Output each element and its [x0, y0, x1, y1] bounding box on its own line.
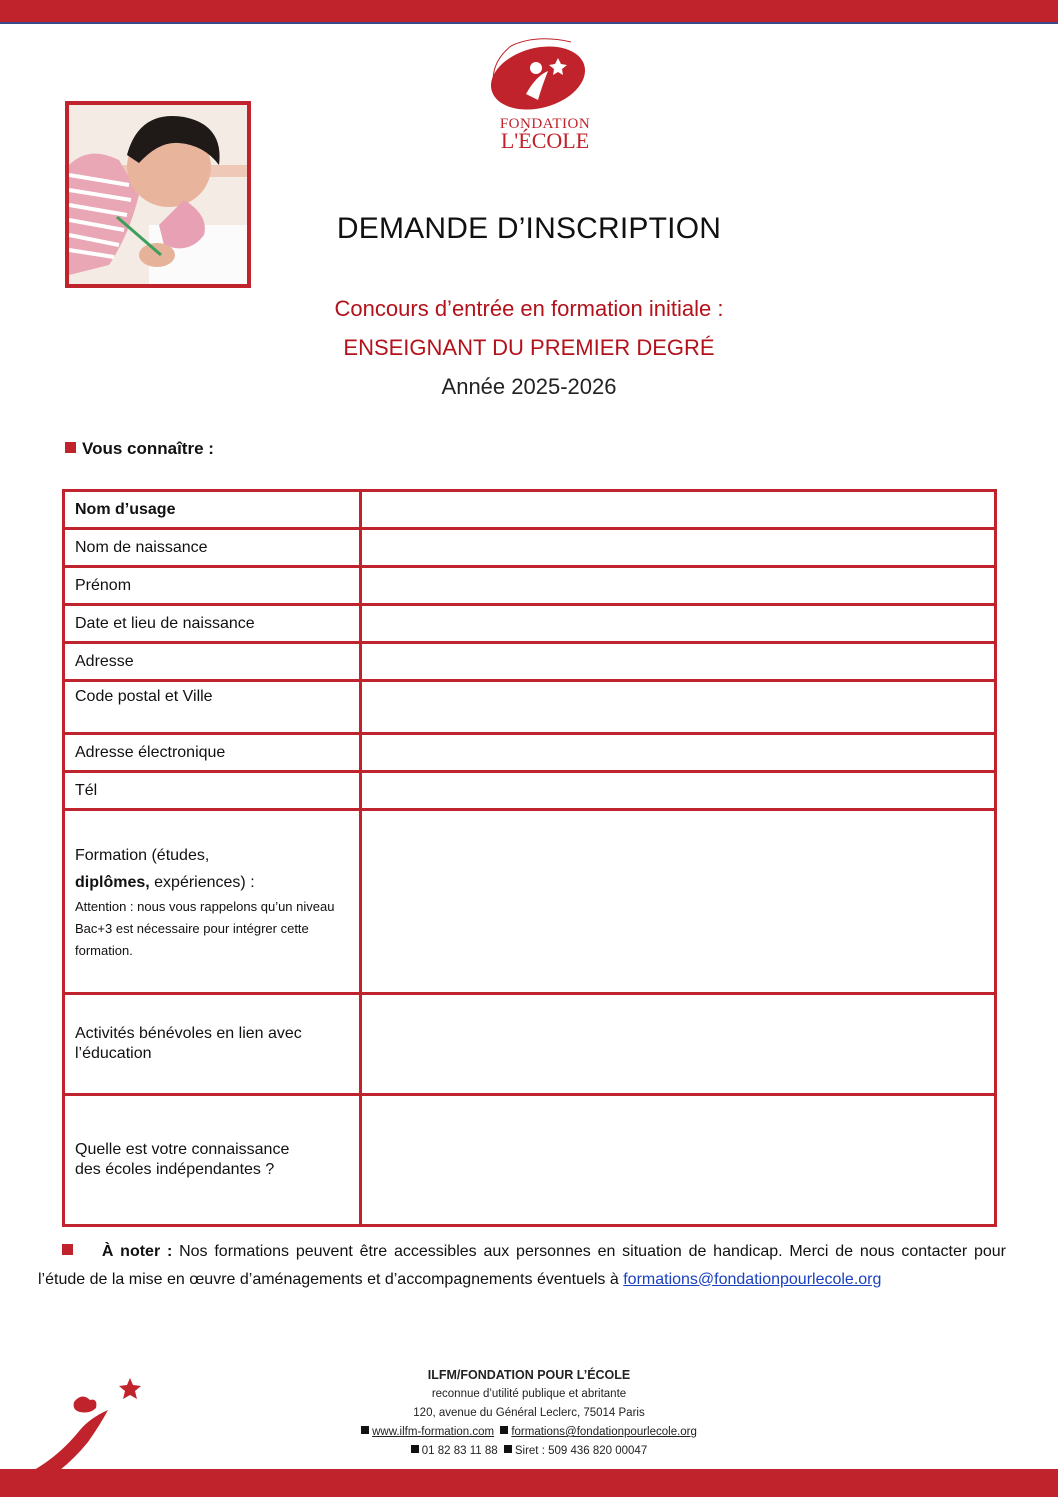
field-label-code-postal-ville: Code postal et Ville	[64, 681, 361, 734]
field-input-activites-benevoles[interactable]	[361, 994, 996, 1095]
form-row	[64, 1095, 996, 1226]
footer-status: reconnue d’utilité publique et abritante	[431, 1388, 627, 1400]
field-label-prenom: Prénom	[64, 567, 361, 605]
bullet-square-icon	[361, 1426, 369, 1434]
subtitle-degree: ENSEIGNANT DU PREMIER DEGRÉ	[343, 335, 715, 360]
footer-phone: 01 82 83 11 88	[421, 1445, 498, 1457]
field-label-nom-naissance: Nom de naissance	[64, 529, 361, 567]
field-label-formation	[64, 810, 361, 994]
subtitle-concours: Concours d’entrée en formation initiale :	[334, 296, 724, 321]
subtitle-year: Année 2025-2026	[441, 374, 617, 399]
page-title: DEMANDE D’INSCRIPTION	[336, 212, 722, 245]
note-label: À noter :	[101, 1243, 173, 1260]
field-input-email[interactable]	[361, 734, 996, 772]
field-input-date-lieu-naissance[interactable]	[361, 605, 996, 643]
field-label-tel: Tél	[64, 772, 361, 810]
field-input-prenom[interactable]	[361, 567, 996, 605]
field-input-tel[interactable]	[361, 772, 996, 810]
formation-label-part2: expériences) :	[154, 873, 255, 891]
field-input-ecoles-independantes[interactable]	[361, 1095, 996, 1226]
bullet-square-icon	[504, 1445, 512, 1453]
form-row	[64, 810, 996, 994]
field-label-adresse: Adresse	[64, 643, 361, 681]
bullet-square-icon	[411, 1445, 419, 1453]
footer-address: 120, avenue du Général Leclerc, 75014 Paris	[413, 1407, 645, 1419]
formation-label-bold: diplômes,	[75, 873, 150, 891]
form-row	[64, 605, 996, 643]
form-row	[64, 529, 996, 567]
formation-label-part1: Formation (études,	[75, 846, 210, 864]
logo-wordmark-top: FONDATION	[499, 116, 591, 132]
field-input-code-postal-ville[interactable]	[361, 681, 996, 734]
field-label-activites-benevoles: Activités bénévoles en lien avec l’éducation	[64, 994, 361, 1095]
field-label-date-lieu-naissance: Date et lieu de naissance	[64, 605, 361, 643]
form-row	[64, 643, 996, 681]
field-input-adresse[interactable]	[361, 643, 996, 681]
child-writing-photo	[65, 101, 251, 288]
field-input-nom-usage[interactable]	[361, 491, 996, 529]
form-row	[64, 567, 996, 605]
footer-links	[0, 1423, 1058, 1442]
page-footer	[0, 1366, 1058, 1461]
bullet-square-icon	[65, 442, 76, 453]
footer-contact	[0, 1442, 1058, 1461]
field-label-email: Adresse électronique	[64, 734, 361, 772]
field-input-formation[interactable]	[361, 810, 996, 994]
field-label-nom-usage: Nom d’usage	[64, 491, 361, 529]
section-heading-text: Vous connaître :	[82, 439, 214, 458]
footer-email-link[interactable]: formations@fondationpourlecole.org	[511, 1426, 697, 1438]
accessibility-note	[38, 1238, 1006, 1293]
footer-website-link[interactable]: www.ilfm-formation.com	[372, 1426, 495, 1438]
form-row	[64, 681, 996, 734]
bottom-bar	[0, 1469, 1058, 1497]
form-row	[64, 772, 996, 810]
top-bar	[0, 0, 1058, 24]
logo-wordmark-bottom: L'ÉCOLE	[500, 128, 590, 153]
form-row	[64, 491, 996, 529]
field-input-nom-naissance[interactable]	[361, 529, 996, 567]
bullet-square-icon	[500, 1426, 508, 1434]
footer-org: ILFM/FONDATION POUR L’ÉCOLE	[427, 1368, 631, 1382]
form-row	[64, 734, 996, 772]
note-email-link[interactable]: formations@fondationpourlecole.org	[623, 1270, 882, 1288]
form-row	[64, 994, 996, 1095]
note-text: Nos formations peuvent être accessibles aux personnes en situation de handicap. Merci de nous contacter pour l’étude de la mise en œuvre d’aménagements et d’accompagnements éventuels à	[38, 1243, 1006, 1288]
field-label-ecoles-independantes: Quelle est votre connaissance des écoles indépendantes ?	[64, 1095, 361, 1226]
formation-attention-note: Attention : nous vous rappelons qu’un niveau Bac+3 est nécessaire pour intégrer cette formation.	[75, 898, 335, 958]
section-heading	[65, 439, 214, 459]
registration-form-table	[62, 489, 997, 1227]
footer-siret: Siret : 509 436 820 00047	[514, 1445, 648, 1457]
bullet-square-icon	[62, 1244, 73, 1255]
